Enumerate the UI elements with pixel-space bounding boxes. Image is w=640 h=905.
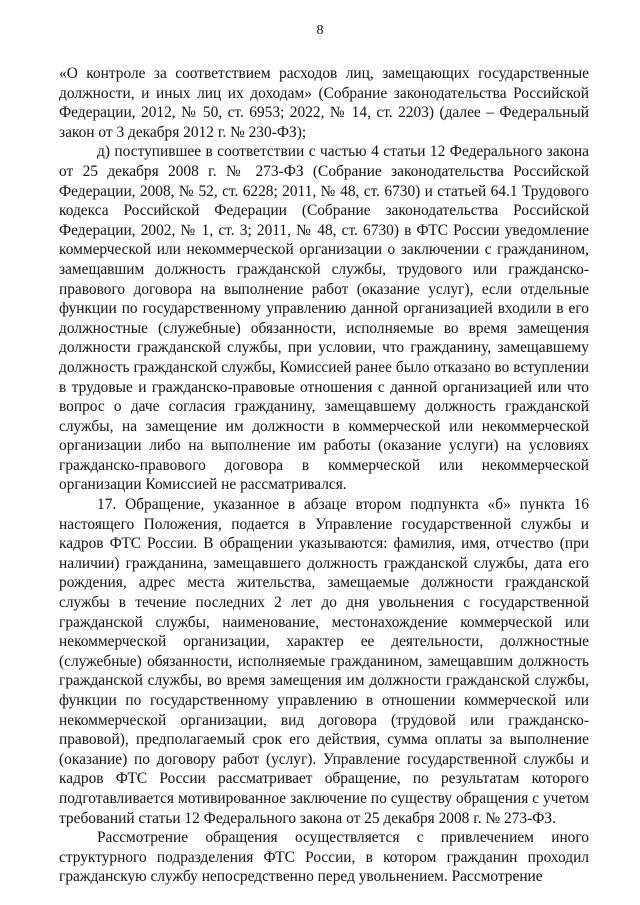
document-body: [59, 64, 589, 887]
page-number: 8: [316, 23, 324, 38]
paragraph-law-reference: «О контроле за соответствием расходов лиц, замещающих государственные должности, и иных лиц их доходам» (Собрание законодательства Российской Федерации, 2012, № 50, ст. 6953; 2022, № 14, ст. 2203) (далее – Федеральный закон от 3 декабря 2012 г. № 230-ФЗ);: [59, 65, 589, 141]
paragraph-item-17: 17. Обращение, указанное в абзаце втором подпункта «б» пункта 16 настоящего Положения, подается в Управление государственной службы и кадров ФТС России. В обращении указываются: фамилия, имя, отчество (при наличии) гражданина, замещавшего должность гражданской службы, дата его рождения, адрес места жительства, замещаемые должности гражданской службы в течение последних 2 лет до дня увольнения с государственной гражданской службы, наименование, местонахождение коммерческой или некоммерческой организации, характер ее деятельности, должностные (служебные) обязанности, исполняемые гражданином, замещавшим должность гражданской службы, во время замещения им должности гражданской службы, функции по государственному управлению в отношении коммерческой или некоммерческой организации, вид договора (трудовой или гражданско-правовой), предполагаемый срок его действия, сумма оплаты за выполнение (оказание) по договору работ (услуг). Управление государственной службы и кадров ФТС России рассматривает обращение, по результатам которого подготавливается мотивированное заключение по существу обращения с учетом требований статьи 12 Федерального закона от 25 декабря 2008 г. № 273-ФЗ.: [59, 496, 589, 827]
paragraph-consideration: Рассмотрение обращения осуществляется с привлечением иного структурного подразделения ФТС России, в котором гражданин проходил гражданскую службу непосредственно перед увольнением. Рассмотрение: [59, 829, 589, 886]
paragraph-subitem-d: д) поступившее в соответствии с частью 4 статьи 12 Федерального закона от 25 декабря 2008 г. № 273-ФЗ (Собрание законодательства Российской Федерации, 2008, № 52, ст. 6228; 2011, № 48, ст. 6730) и статьей 64.1 Трудового кодекса Российской Федерации (Собрание законодательства Российской Федерации, 2002, № 1, ст. 3; 2011, № 48, ст. 6730) в ФТС России уведомление коммерческой или некоммерческой организации о заключении с гражданином, замещавшим должность гражданской службы, трудового или гражданско-правового договора на выполнение работ (оказание услуг), если отдельные функции по государственному управлению данной организацией входили в его должностные (служебные) обязанности, исполняемые во время замещения должности гражданской службы, при условии, что гражданину, замещавшему должность гражданской службы, Комиссией ранее было отказано во вступлении в трудовые и гражданско-правовые отношения с данной организацией или что вопрос о даче согласия гражданину, замещавшему должность гражданской службы, на замещение им должности в коммерческой или некоммерческой организации либо на выполнение им работы (оказание услуги) на условиях гражданско-правового договора в коммерческой или некоммерческой организации Комиссией не рассматривался.: [59, 143, 589, 494]
